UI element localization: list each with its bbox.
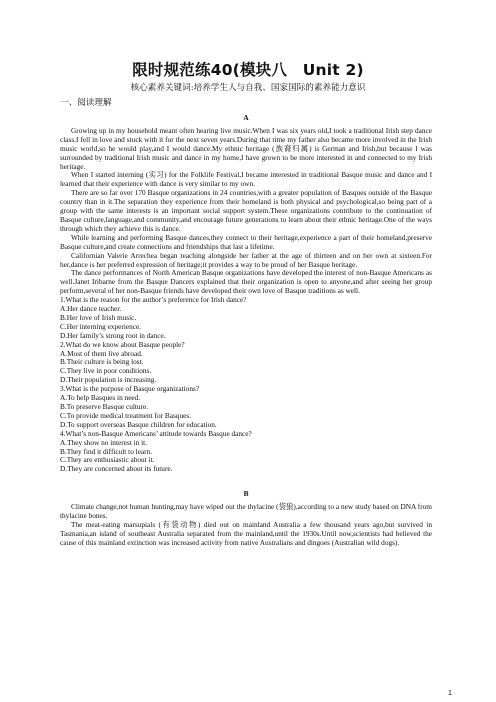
document-body: [60, 112, 432, 548]
passage-a-paragraph: While learning and performing Basque dances,they connect to their heritage,experience a part of their homeland,preserve Basque culture,and create connections and friendships that last a lifetime.: [60, 232, 432, 251]
question-stem: 2.What do we know about Basque people?: [60, 339, 185, 349]
answer-option: C.Her interning experience.: [60, 321, 142, 331]
question-stem: 1.What is the reason for the author’s preference for Irish dance?: [60, 295, 247, 305]
answer-option: A.Most of them live abroad.: [60, 348, 143, 358]
answer-option: D.To support overseas Basque children for education.: [60, 419, 217, 429]
passage-b-label: B: [243, 489, 249, 499]
passage-a-paragraph: When I started interning (实习) for the Folklife Festival,I became interested in traditional Basque music and dance and I learned that their experience with dance is very similar to my own.: [60, 170, 432, 189]
answer-option: B.To preserve Basque culture.: [60, 402, 149, 411]
answer-option: A.To help Basques in need.: [60, 393, 141, 403]
answer-option: C.To provide medical treatment for Basques.: [60, 410, 191, 420]
passage-a-label: A: [243, 113, 249, 122]
answer-option: D.Their population is increasing.: [60, 375, 157, 385]
section-label: 一、阅读理解: [60, 98, 112, 108]
answer-option: A.They show no interest in it.: [60, 437, 147, 447]
answer-option: C.They live in poor conditions.: [60, 366, 152, 376]
question-stem: 4.What’s non-Basque Americans’ attitude towards Basque dance?: [60, 428, 252, 438]
passage-a-paragraph: There are so far over 170 Basque organizations in 24 countries,with a greater population of Basques outside of the Basque country than in it.The separation they experience from their homeland is both physical and psychological,so being part of a group with the same interests is an important social support system.These organizations contribute to the continuation of Basque culture,language,and community,and encourage future generations to learn about their ethnic heritage.One of the ways through which they achieve this is dance.: [60, 188, 432, 233]
passage-a-paragraph: Californian Valerie Arrechea began teaching alongside her father at the age of thirteen and on her own at sixteen.For her,dance is her preferred expression of heritage;it provides a way to be proud of her Basque heritage.: [60, 250, 432, 269]
question-stem: 3.What is the purpose of Basque organizations?: [60, 384, 200, 394]
passage-b-paragraph: The meat-eating marsupials (有袋动物) died out on mainland Australia a few thousand years ago,but survived in Tasmania,an island of southeast Australia separated from the mainland,until the 1930s.Until now,scientists had believed the cause of this mainland extinction was increased activity from native Australians and dingoes (Australian wild dogs).: [60, 519, 432, 547]
page-subtitle: 核心素养关键词:培养学生人与自我、国家国际的素养能力意识: [130, 83, 366, 93]
answer-option: C.They are enthusiastic about it.: [60, 455, 155, 465]
answer-option: B.Their culture is being lost.: [60, 357, 144, 367]
passage-a-paragraph: The dance performances of North American Basque organizations have developed the interest of non-Basque Americans as well.Janet Iribarne from the Basque Dancers explained that their organization is open to anyone,and after seeing her group perform,several of her non-Basque friends have developed their own love of Basque traditions as well.: [60, 268, 432, 296]
answer-option: B.They find it difficult to learn.: [60, 446, 153, 456]
passage-a-paragraph: Growing up in my household meant often hearing live music.When I was six years old,I took a traditional Irish step dance class.I fell in love and stuck with it for the next seven years.During that time my father also became more involved in the Irish music world,so he would play,and I would dance.My ethnic heritage (族裔归属) is German and Irish,but because I was surrounded by traditional Irish music and dance in my home,I have grown to be more interested in and connected to my Irish heritage.: [60, 125, 432, 171]
passage-spacer: [60, 474, 432, 488]
passage-b-paragraph: Climate change,not human hunting,may have wiped out the thylacine (袋狼),according to a new study based on DNA from thylacine bones.: [60, 502, 432, 521]
page-number: 1: [447, 688, 452, 697]
page-title: 限时规范练40(模块八 Unit 2): [132, 61, 364, 79]
answer-option: D.They are concerned about its future.: [60, 464, 173, 474]
answer-option: D.Her family’s strong root in dance.: [60, 330, 166, 340]
answer-option: B.Her love of Irish music.: [60, 312, 137, 322]
answer-option: A.Her dance teacher.: [60, 304, 122, 314]
